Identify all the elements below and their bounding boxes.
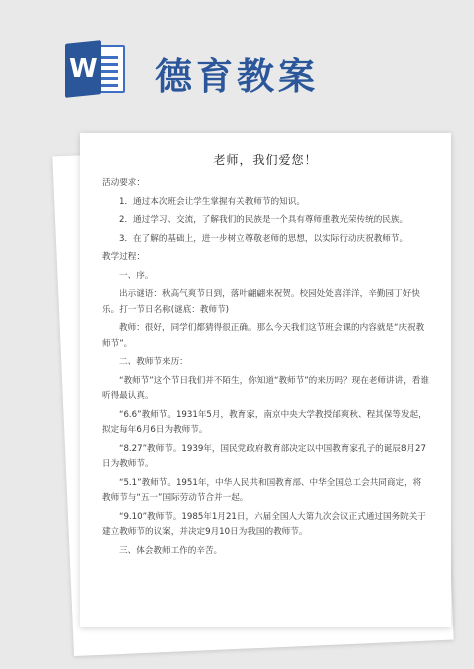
document-paragraph: 一、序。 — [119, 270, 154, 281]
paragraph-list — [102, 176, 429, 559]
word-icon-letter: W — [69, 54, 97, 84]
header — [0, 0, 474, 118]
document-paragraph: 1．通过本次班会让学生掌握有关教师节的知识。 — [119, 196, 305, 207]
word-icon-badge — [65, 40, 101, 98]
document-body — [80, 133, 451, 562]
document-paragraph: “6.6”教师节。1931年5月，教育家，南京中央大学教授邰爽秋、程其保等发起，拟定每年6月6日为教师节。 — [102, 409, 427, 435]
document-paragraph: “9.10”教师节。1985年1月21日，六届全国人大第九次会议正式通过国务院关于建立教师节的议案，并决定9月10日为我国的教师节。 — [102, 511, 426, 537]
document-paragraph: “教师节”这个节日我们并不陌生，你知道“教师节”的来历吗？现在老师讲讲，看谁听得最认真。 — [102, 375, 429, 401]
document-paragraph: 二、教师节来历： — [119, 357, 188, 367]
word-doc-icon — [65, 42, 127, 96]
document-paragraph: 三、体会教师工作的辛苦。 — [119, 545, 223, 556]
app-title: 德育教案 — [155, 55, 319, 98]
document-page — [80, 133, 451, 627]
document-paragraph: “8.27”教师节。1939年，国民党政府教育部决定以中国教育家孔子的诞辰8月27日为教师节。 — [102, 443, 426, 469]
document-paragraph: 教师：很好，同学们都猜得很正确。那么今天我们这节班会课的内容就是“庆祝教师节”。 — [102, 323, 425, 349]
document-paragraph: 3．在了解的基础上，进一步树立尊敬老师的思想，以实际行动庆祝教师节。 — [119, 233, 409, 244]
document-paragraph: “5.1”教师节。1951年，中华人民共和国教育部、中华全国总工会共同商定，将教师节与“五一”国际劳动节合并一起。 — [102, 477, 422, 503]
document-title: 老师，我们爱您！ — [213, 153, 318, 167]
document-paragraph: 活动要求： — [102, 178, 145, 188]
document-paragraph: 出示谜语：秋高气爽节日到，落叶翩翩来祝贺。校园处处喜洋洋，辛勤园丁好快乐。打一节日名称(谜底：教师节) — [102, 289, 420, 315]
document-paragraph: 教学过程： — [102, 252, 145, 262]
document-paragraph: 2．通过学习、交流，了解我们的民族是一个具有尊师重教光荣传统的民族。 — [119, 215, 409, 225]
